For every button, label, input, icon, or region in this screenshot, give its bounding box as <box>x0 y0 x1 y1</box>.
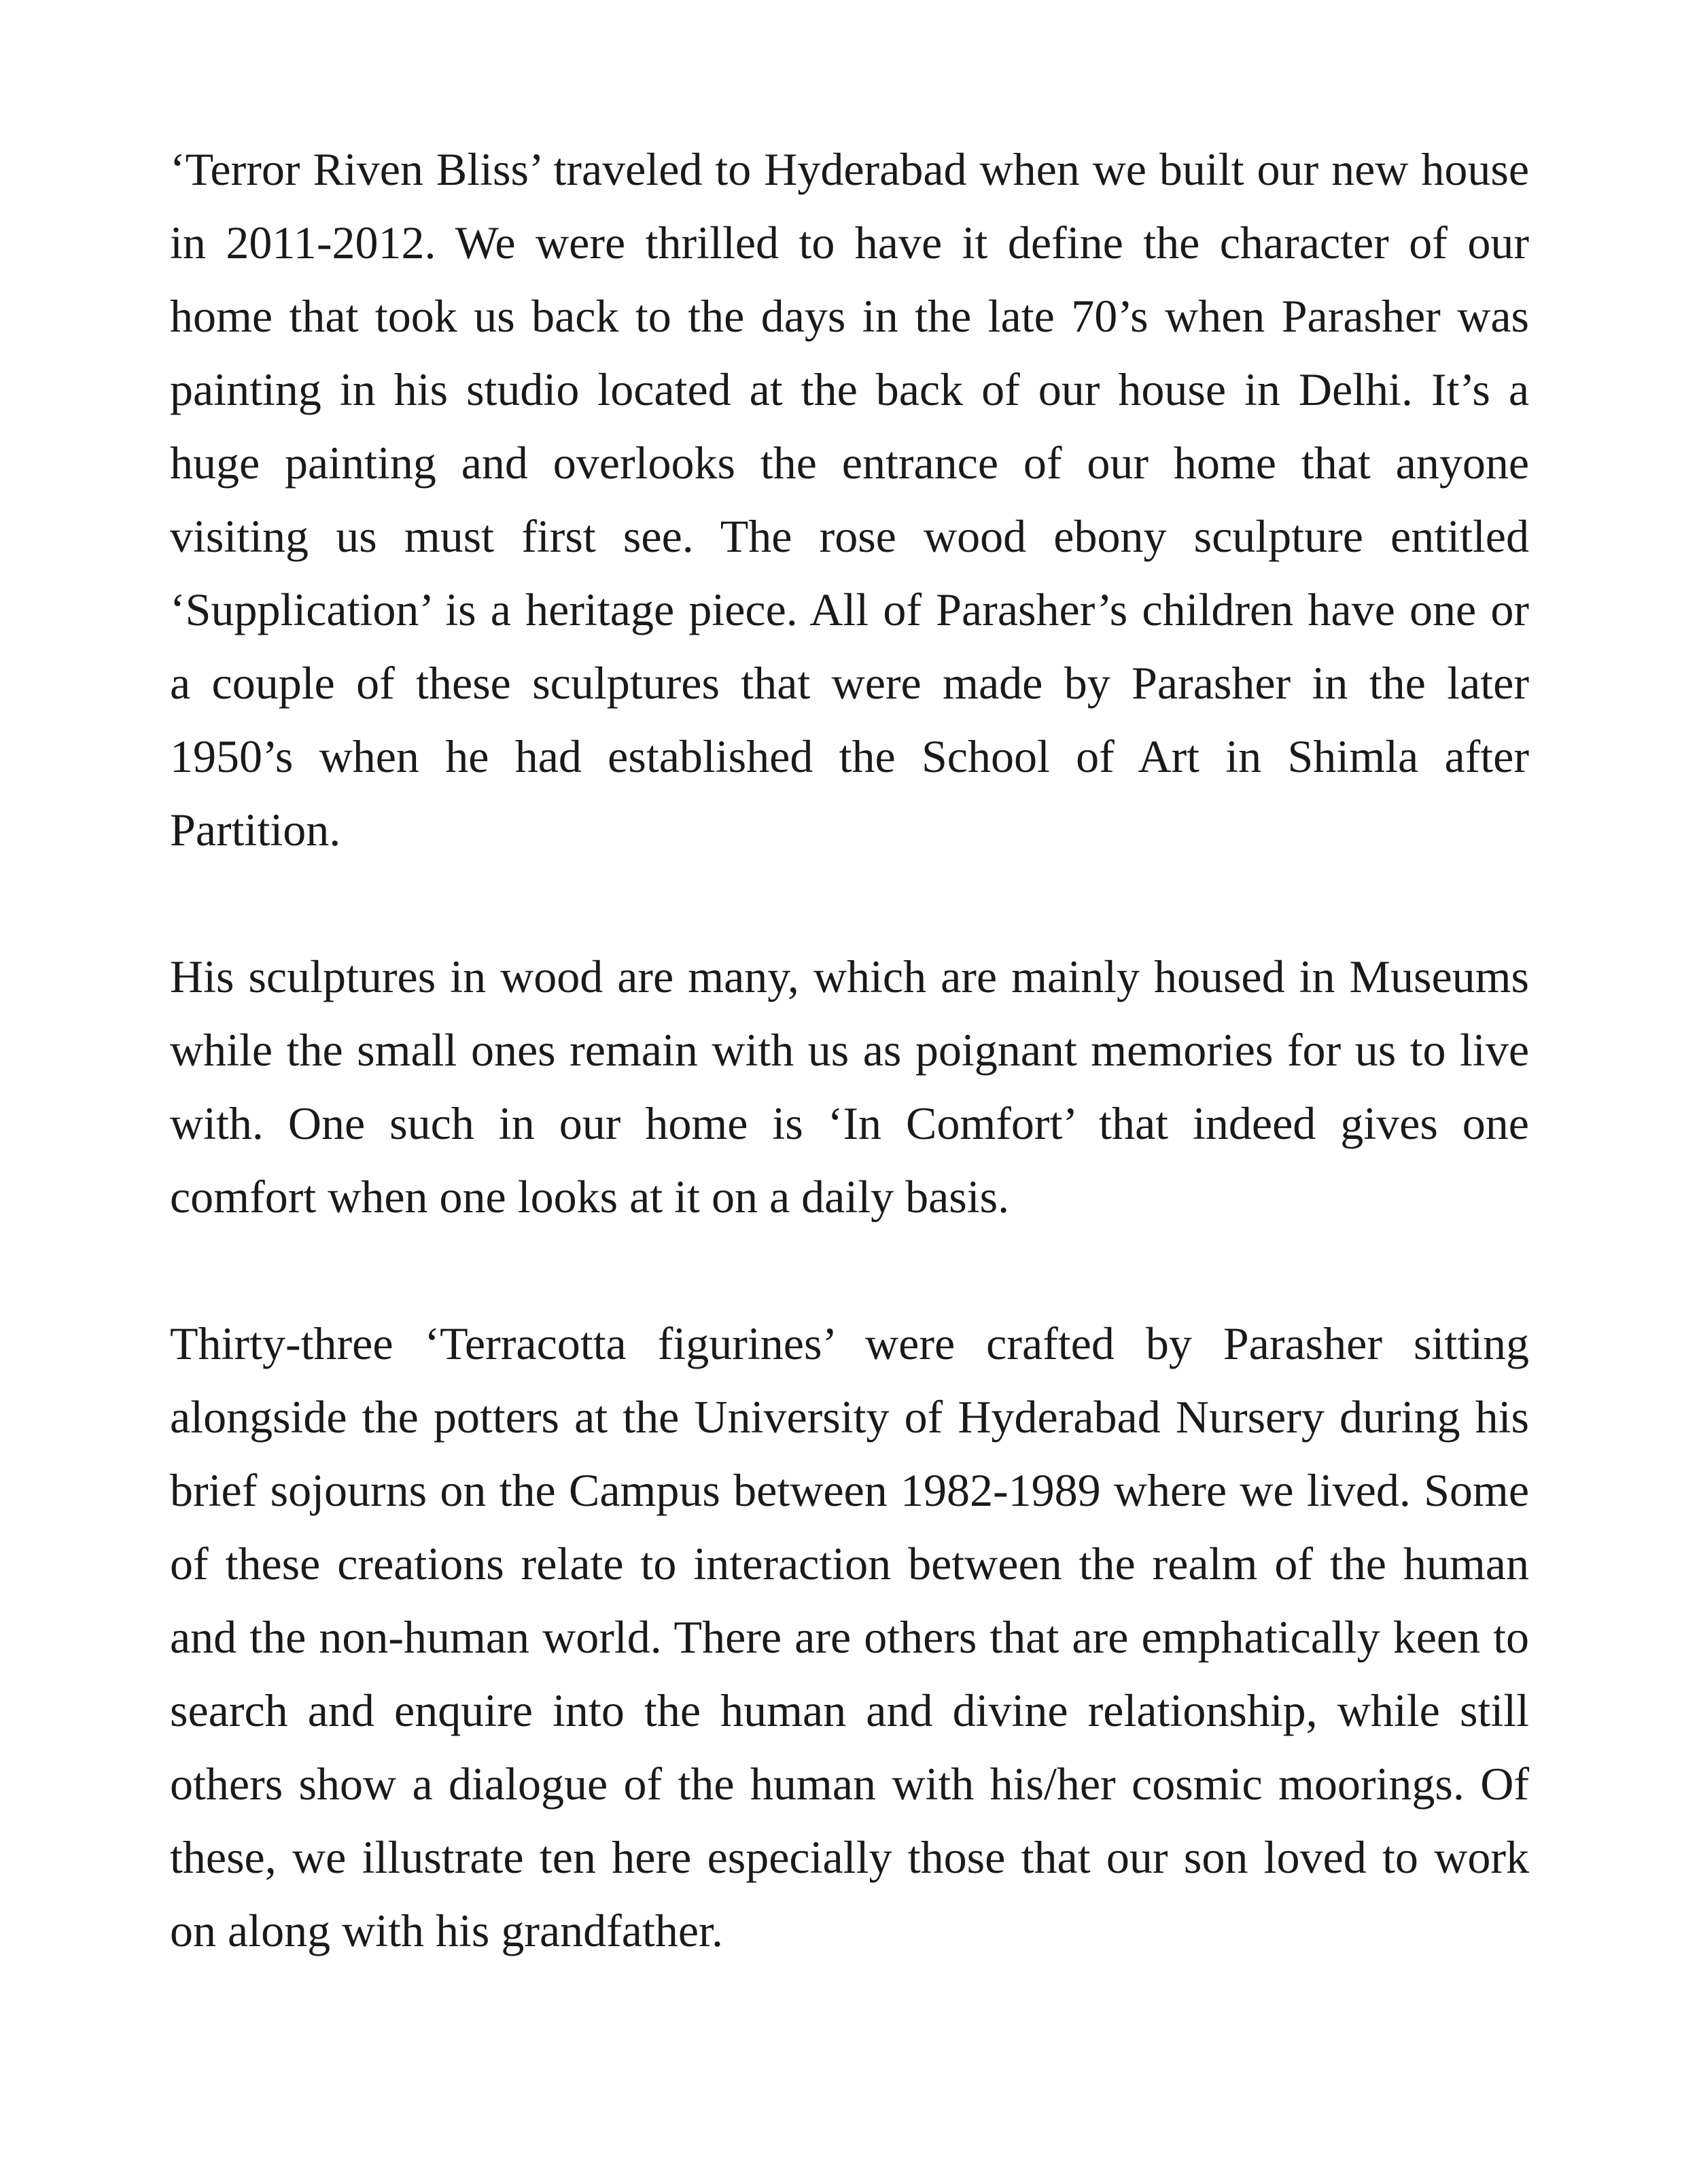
paragraph-terracotta-figurines: Thirty-three ‘Terracotta figurines’ were crafted by Parasher sitting alongside the potters at the University of Hyderabad Nursery during his brief sojourns on the Campus between 1982-1989 where we lived. Some of these creations relate to interaction between the realm of the human and the non-human world. There are others that are emphatically keen to search and enquire into the human and divine relationship, while still others show a dialogue of the human with his/her cosmic moorings. Of these, we illustrate ten here especially those that our son loved to work on along with his grandfather. <box>170 1318 1529 1956</box>
paragraph-wood-sculptures: His sculptures in wood are many, which are mainly housed in Museums while the small ones remain with us as poignant memories for us to live with. One such in our home is ‘In Comfort’ that indeed gives one comfort when one looks at it on a daily basis. <box>170 951 1529 1222</box>
document-page <box>170 133 1529 1967</box>
paragraph-terror-riven-bliss: ‘Terror Riven Bliss’ traveled to Hyderabad when we built our new house in 2011-2012. We were thrilled to have it define the character of our home that took us back to the days in the late 70’s when Parasher was painting in his studio located at the back of our house in Delhi. It’s a huge painting and overlooks the entrance of our home that anyone visiting us must first see. The rose wood ebony sculpture entitled ‘Supplication’ is a heritage piece. All of Parasher’s children have one or a couple of these sculptures that were made by Parasher in the later 1950’s when he had established the School of Art in Shimla after Partition. <box>170 143 1529 856</box>
